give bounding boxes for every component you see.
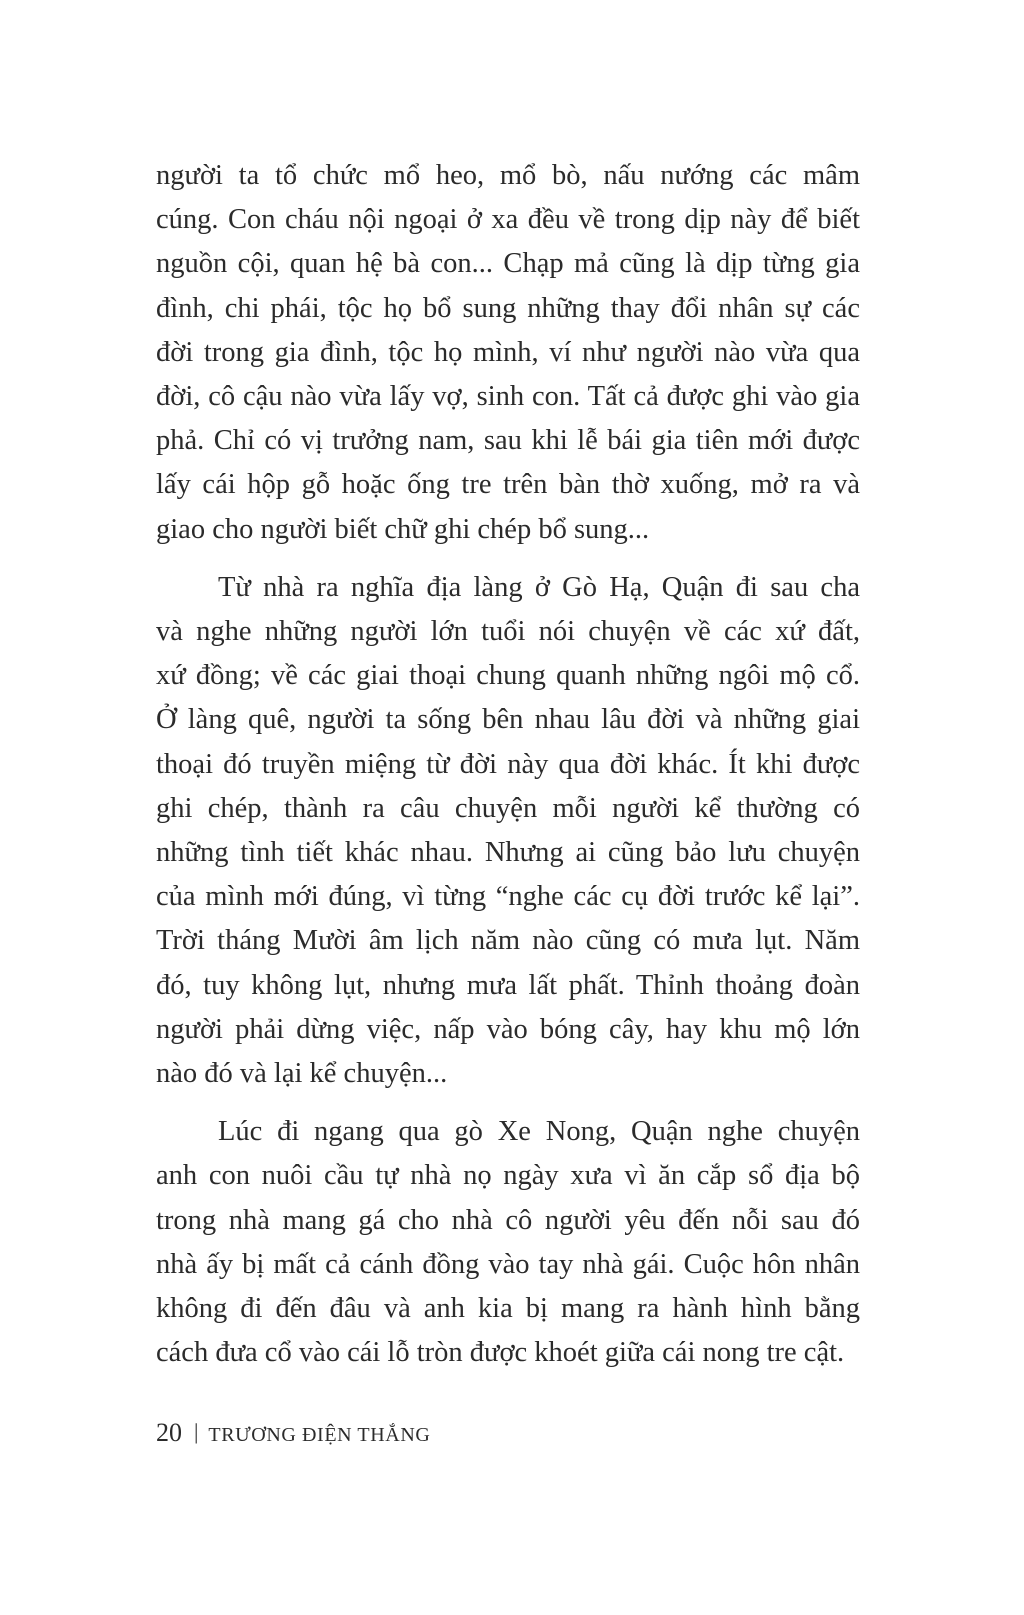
text-line: Ở làng quê, người ta sống bên nhau lâu đời và những giai bbox=[156, 704, 860, 736]
paragraph-3 bbox=[156, 1110, 860, 1375]
text-line: cúng. Con cháu nội ngoại ở xa đều về trong dịp này để biết bbox=[156, 204, 860, 236]
text-line: thoại đó truyền miệng từ đời này qua đời khác. Ít khi được bbox=[156, 748, 860, 780]
page-footer bbox=[156, 1418, 430, 1448]
text-line: những tình tiết khác nhau. Nhưng ai cũng bảo lưu chuyện bbox=[156, 837, 860, 869]
text-line: người ta tổ chức mổ heo, mổ bò, nấu nướng các mâm bbox=[156, 160, 860, 191]
text-line: anh con nuôi cầu tự nhà nọ ngày xưa vì ăn cắp sổ địa bộ bbox=[156, 1160, 860, 1192]
text-line: ghi chép, thành ra câu chuyện mỗi người kể thường có bbox=[156, 792, 860, 824]
text-line: Lúc đi ngang qua gò Xe Nong, Quận nghe chuyện bbox=[218, 1116, 860, 1148]
text-line: xứ đồng; về các giai thoại chung quanh những ngôi mộ cổ. bbox=[156, 660, 860, 692]
paragraph-2 bbox=[156, 566, 860, 1096]
paragraph-1 bbox=[156, 154, 860, 552]
text-line: nguồn cội, quan hệ bà con... Chạp mả cũng là dịp từng gia bbox=[156, 248, 860, 280]
text-line: đình, chi phái, tộc họ bổ sung những thay đổi nhân sự các bbox=[156, 292, 860, 324]
text-line: không đi đến đâu và anh kia bị mang ra hành hình bằng bbox=[156, 1293, 860, 1325]
text-line: lấy cái hộp gỗ hoặc ống tre trên bàn thờ xuống, mở ra và bbox=[156, 469, 860, 501]
text-line: của mình mới đúng, vì từng “nghe các cụ đời trước kể lại”. bbox=[156, 881, 860, 913]
text-line: người phải dừng việc, nấp vào bóng cây, hay khu mộ lớn bbox=[156, 1013, 860, 1045]
running-head-author: TRƯƠNG ĐIỆN THẮNG bbox=[208, 1424, 431, 1446]
text-line: cách đưa cổ vào cái lỗ tròn được khoét giữa cái nong tre cật. bbox=[156, 1337, 845, 1369]
text-line: đời, cô cậu nào vừa lấy vợ, sinh con. Tất cả được ghi vào gia bbox=[156, 381, 860, 413]
page-number: 20 bbox=[156, 1418, 182, 1447]
text-line: nhà ấy bị mất cả cánh đồng vào tay nhà gái. Cuộc hôn nhân bbox=[156, 1248, 860, 1280]
footer-separator: | bbox=[194, 1419, 199, 1444]
text-line: nào đó và lại kể chuyện... bbox=[156, 1058, 448, 1090]
text-line: giao cho người biết chữ ghi chép bổ sung... bbox=[156, 513, 650, 545]
text-line: Từ nhà ra nghĩa địa làng ở Gò Hạ, Quận đi sau cha bbox=[218, 571, 860, 603]
text-line: phả. Chỉ có vị trưởng nam, sau khi lễ bái gia tiên mới được bbox=[156, 425, 860, 457]
text-line: đó, tuy không lụt, nhưng mưa lất phất. Thỉnh thoảng đoàn bbox=[156, 969, 860, 1001]
text-line: Trời tháng Mười âm lịch năm nào cũng có mưa lụt. Năm bbox=[156, 925, 860, 957]
text-line: đời trong gia đình, tộc họ mình, ví như người nào vừa qua bbox=[156, 336, 860, 368]
text-line: và nghe những người lớn tuổi nói chuyện về các xứ đất, bbox=[156, 616, 860, 648]
body-text bbox=[156, 154, 860, 1375]
text-line: trong nhà mang gá cho nhà cô người yêu đến nỗi sau đó bbox=[156, 1204, 860, 1236]
